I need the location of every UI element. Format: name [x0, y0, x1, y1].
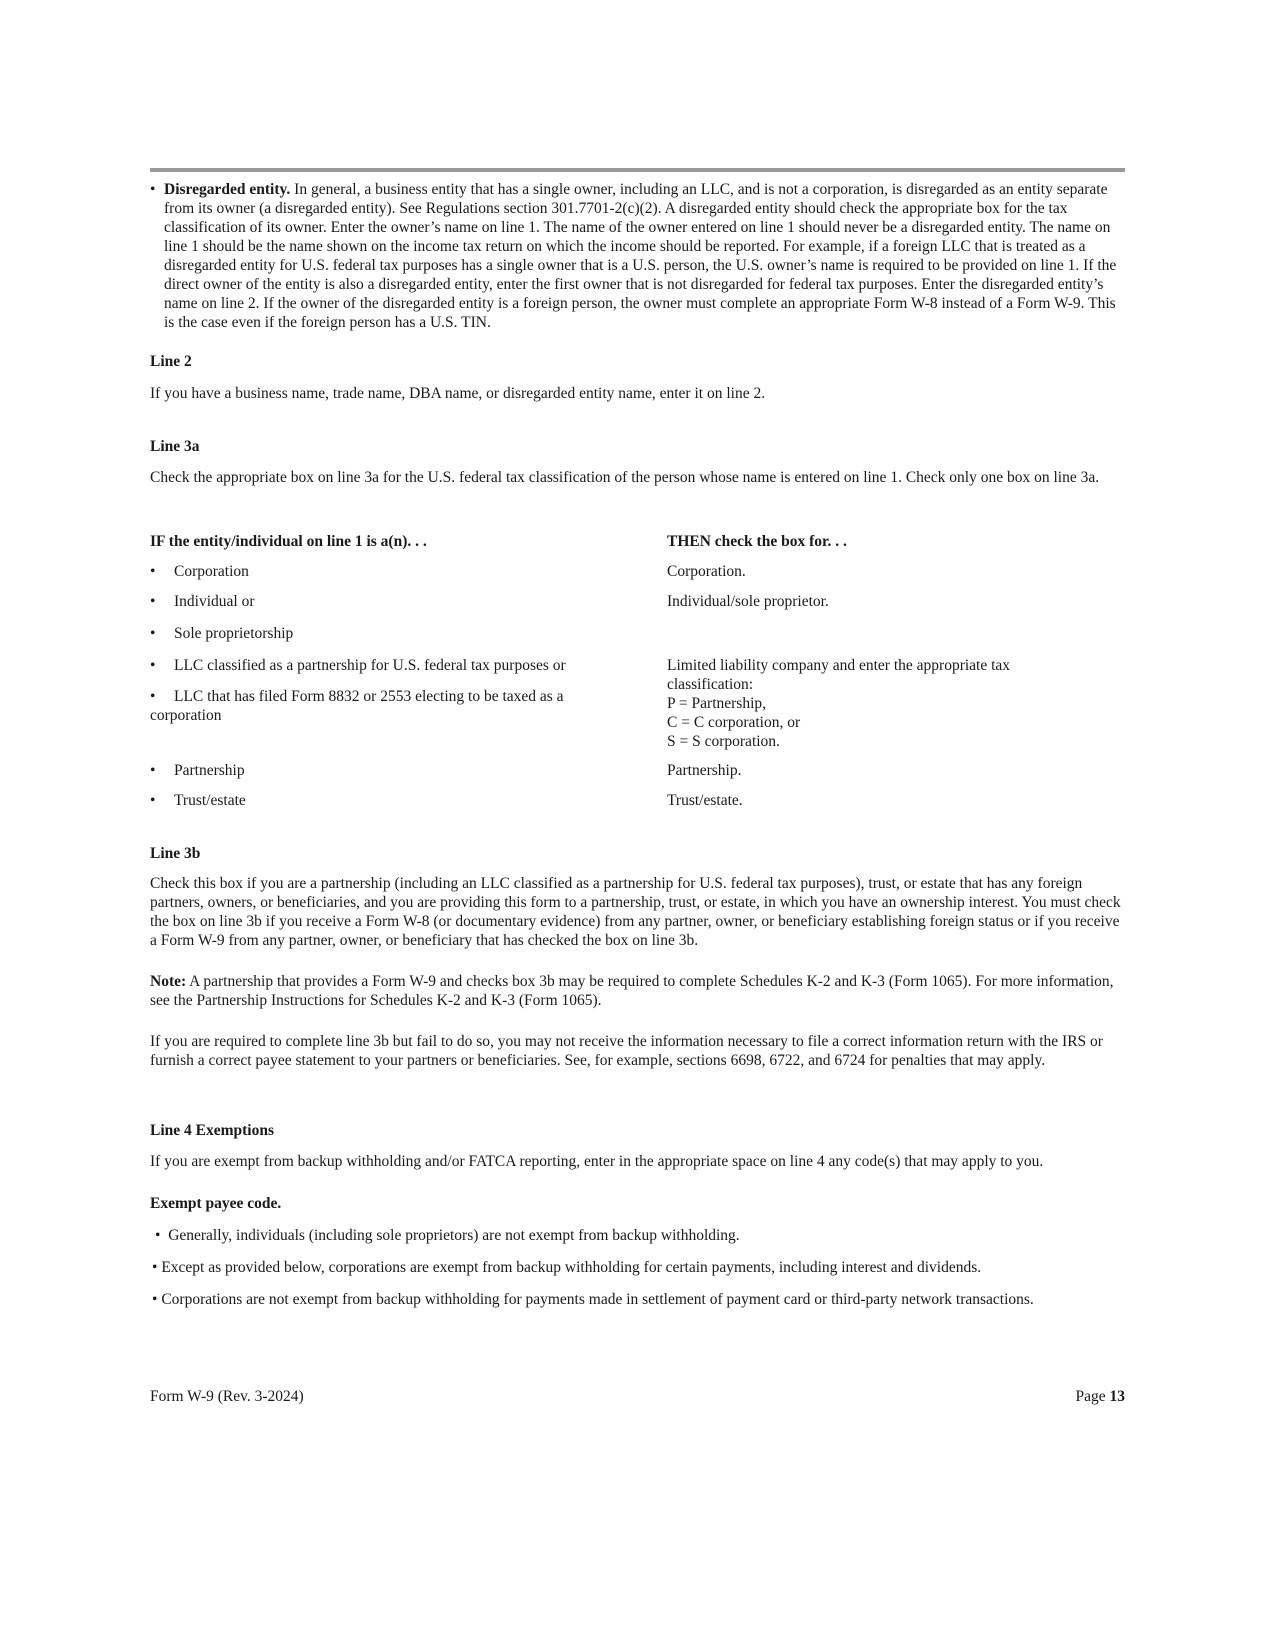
- table-left-item: • Sole proprietorship: [150, 625, 294, 642]
- line3b-text: Check this box if you are a partnership (including an LLC classified as a partnership for U.S. federal tax purposes), trust, or estate that has any foreign partners, owners, or beneficiaries, and you are providing this form to a partnership, trust, or estate, in which you have an ownership interest. You must check the box on line 3b if you receive a Form W-8 (or documentary evidence) from any partner, owner, or beneficiary establishing foreign status or if you receive a Form W-9 from any partner, owner, or beneficiary that has checked the box on line 3b.: [150, 875, 1121, 949]
- footer-page: [1075, 1388, 1125, 1406]
- disregarded-entity-term: Disregarded entity.: [164, 181, 291, 198]
- line3b-penalty-text: If you are required to complete line 3b but fail to do so, you may not receive the information necessary to file a correct information return with the IRS or furnish a correct payee statement to your partners or beneficiaries. See, for example, sections 6698, 6722, and 6724 for penalties that may apply.: [150, 1033, 1103, 1069]
- table-left-item: • Corporation: [150, 563, 249, 580]
- bullet: •: [150, 181, 156, 198]
- table-left-item: • LLC classified as a partnership for U.S. federal tax purposes or: [150, 657, 566, 674]
- exempt-bullet: • Corporations are not exempt from backup withholding for payments made in settlement of payment card or third-party network transactions.: [152, 1291, 1034, 1308]
- line3b-note: [150, 972, 1125, 1010]
- table-right-item: Trust/estate.: [667, 792, 743, 809]
- line3a-heading: Line 3a: [150, 438, 200, 455]
- page-number: 13: [1109, 1388, 1125, 1405]
- disregarded-entity-paragraph: [150, 180, 1125, 332]
- line4-text: If you are exempt from backup withholding and/or FATCA reporting, enter in the appropriate space on line 4 any code(s) that may apply to you.: [150, 1153, 1044, 1170]
- line2-heading: Line 2: [150, 353, 192, 370]
- table-right-item: Corporation.: [667, 563, 746, 580]
- note-text: A partnership that provides a Form W-9 and checks box 3b may be required to complete Schedules K-2 and K-3 (Form 1065). For more information, see the Partnership Instructions for Schedules K-2 and K-3 (Form 1065).: [150, 973, 1114, 1009]
- table-right-item: C = C corporation, or: [667, 714, 801, 731]
- line3a-text: Check the appropriate box on line 3a for the U.S. federal tax classification of the person whose name is entered on line 1. Check only one box on line 3a.: [150, 469, 1100, 486]
- line2-text: If you have a business name, trade name, DBA name, or disregarded entity name, enter it on line 2.: [150, 385, 766, 402]
- table-left-item: • Trust/estate: [150, 792, 246, 809]
- table-right-header: THEN check the box for. . .: [667, 533, 847, 550]
- note-label: Note:: [150, 973, 187, 990]
- table-left-header: IF the entity/individual on line 1 is a(n). . .: [150, 533, 427, 550]
- disregarded-entity-text: In general, a business entity that has a single owner, including an LLC, and is not a corporation, is disregarded as an entity separate from its owner (a disregarded entity). See Regulations section 301.7701-2(c)(2). A disregarded entity should check the appropriate box for the tax classification of its owner. Enter the owner’s name on line 1. The name of the owner entered on line 1 should never be a disregarded entity. The name on line 1 should be the name shown on the income tax return on which the income should be reported. For example, if a foreign LLC that is treated as a disregarded entity for U.S. federal tax purposes has a single owner that is a U.S. person, the U.S. owner’s name is required to be provided on line 1. If the direct owner of the entity is also a disregarded entity, enter the first owner that is not disregarded for federal tax purposes. Enter the disregarded entity’s name on line 2. If the owner of the disregarded entity is a foreign person, the owner must complete an appropriate Form W-8 instead of a Form W-9. This is the case even if the foreign person has a U.S. TIN.: [164, 181, 1117, 331]
- table-left-item: • Individual or: [150, 593, 255, 610]
- line3b-heading: Line 3b: [150, 845, 201, 862]
- exempt-payee-heading: Exempt payee code.: [150, 1195, 282, 1212]
- top-rule: [150, 168, 1125, 172]
- footer-form-label: Form W-9 (Rev. 3-2024): [150, 1388, 304, 1405]
- table-right-item: Partnership.: [667, 762, 742, 779]
- table-right-item: Limited liability company and enter the appropriate tax classification:: [667, 657, 1011, 693]
- table-right-item: P = Partnership,: [667, 695, 767, 712]
- table-right-item: S = S corporation.: [667, 733, 780, 750]
- table-left-item: • LLC that has filed Form 8832 or 2553 electing to be taxed as a corporation: [150, 688, 564, 724]
- table-right-item: Individual/sole proprietor.: [667, 593, 829, 610]
- line4-heading: Line 4 Exemptions: [150, 1122, 275, 1139]
- page-label: Page: [1075, 1388, 1106, 1405]
- exempt-bullet: • Except as provided below, corporations are exempt from backup withholding for certain payments, including interest and dividends.: [152, 1259, 982, 1276]
- exempt-bullet: • Generally, individuals (including sole proprietors) are not exempt from backup withholding.: [155, 1227, 740, 1244]
- table-left-item: • Partnership: [150, 762, 245, 779]
